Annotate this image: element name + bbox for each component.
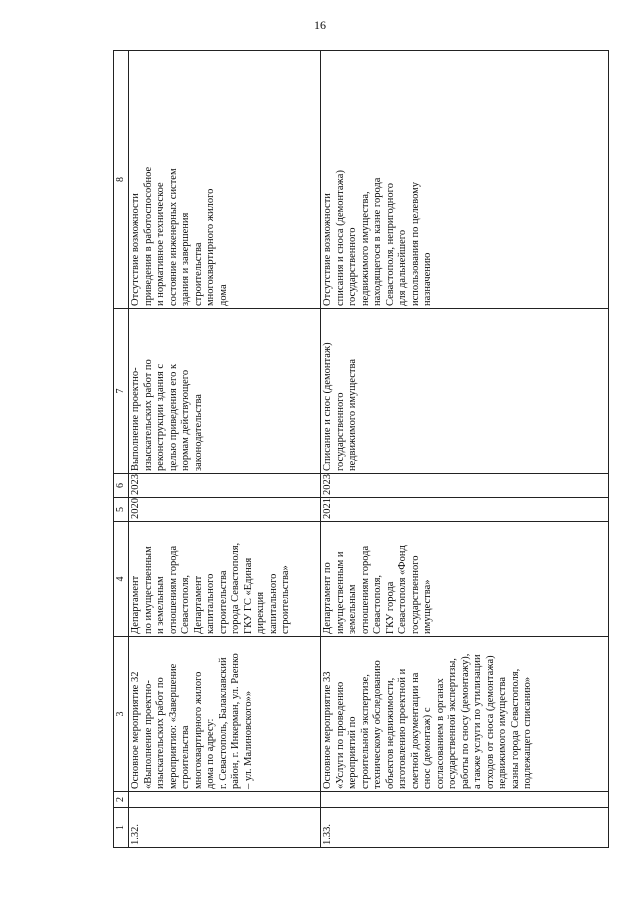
col-header-2: 2 [114, 792, 129, 808]
col-header-8: 8 [114, 51, 129, 309]
table-header-row [114, 51, 129, 848]
row-number: 1.33. [321, 808, 609, 848]
non-implementation-consequence: Отсутствие возможности приведения в работоспособное и нормативное техническое состояние инженерных систем здания и завершения строительства многоквартирного жилого дома [129, 51, 321, 309]
col-header-4: 4 [114, 522, 129, 637]
executor: Департамент по имущественным и земельным отношениям города Севастополя, Департамент капитального строительства города Севастополя, ГКУ ГС «Единая дирекция капитального строительства» [129, 522, 321, 637]
table-container [113, 51, 608, 848]
start-year: 2021 [321, 498, 609, 522]
table-row [321, 51, 609, 848]
start-year: 2020 [129, 498, 321, 522]
col-header-3: 3 [114, 637, 129, 792]
col-header-6: 6 [114, 474, 129, 498]
rotated-table-frame [113, 51, 608, 848]
col-header-5: 5 [114, 498, 129, 522]
executor: Департамент по имущественным и земельным отношениям города Севастополя, ГКУ города Севастополя «Фонд государственного имущества» [321, 522, 609, 637]
col-header-7: 7 [114, 309, 129, 474]
end-year: 2023 [129, 474, 321, 498]
expected-result: Выполнение проектно- изыскательских работ по реконструкции здания с целью приведения его к нормам действующего законодательства [129, 309, 321, 474]
col-header-1: 1 [114, 808, 129, 848]
expected-result: Списание и снос (демонтаж) государственного недвижимого имущества [321, 309, 609, 474]
row-col2 [129, 792, 321, 808]
table-row [129, 51, 321, 848]
row-col2 [321, 792, 609, 808]
event-description: Основное мероприятие 32 «Выполнение проектно- изыскательских работ по мероприятию: «Завершение строительства многоквартирного жилого дома по адресу: г. Севастополь, Балаклавский район, г. Инкерман, ул. Раенко – ул. Малиновского»» [129, 637, 321, 792]
row-number: 1.32. [129, 808, 321, 848]
page-number: 16 [314, 18, 326, 32]
end-year: 2023 [321, 474, 609, 498]
non-implementation-consequence: Отсутствие возможности списания и сноса (демонтажа) государственного недвижимого имущества, находящегося в казне города Севастополя, непригодного для дальнейшего использования по целевому назначению [321, 51, 609, 309]
event-description: Основное мероприятие 33 «Услуги по проведению мероприятий по строительной экспертизе, техническому обследованию объектов недвижимости, изготовлению проектной и сметной документации на снос (демонтаж) с согласованием в органах государственной экспертизы, работы по сносу (демонтажу), а также услуги по утилизации отходов от сноса (демонтажа) недвижимого имущества казны города Севастополя, подлежащего списанию» [321, 637, 609, 792]
program-events-table [113, 50, 609, 848]
